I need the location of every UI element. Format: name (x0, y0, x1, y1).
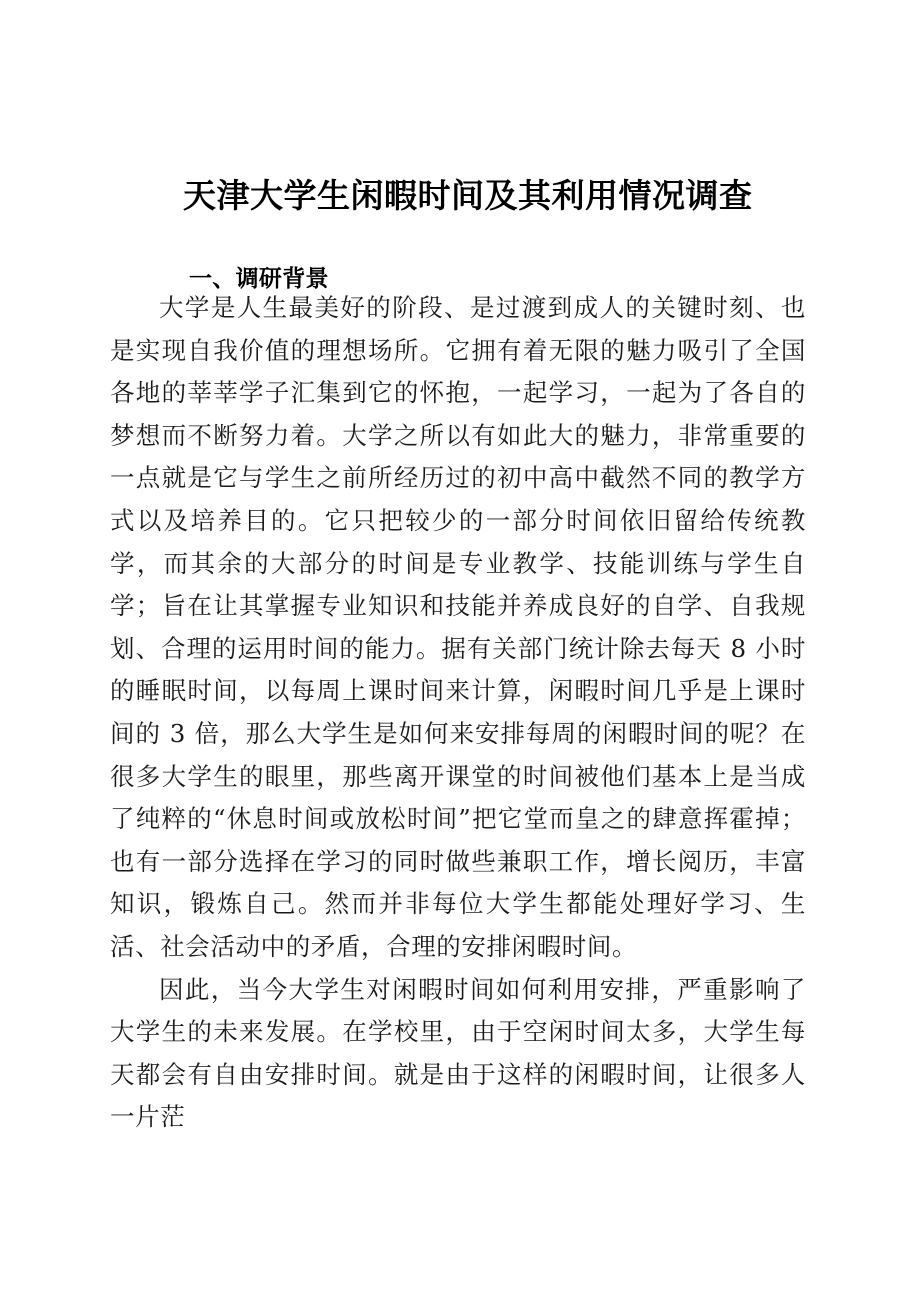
body-text-block (110, 287, 806, 1139)
paragraph-1: 大学是人生最美好的阶段、是过渡到成人的关键时刻、也是实现自我价值的理想场所。它拥有着无限的魅力吸引了全国各地的莘莘学子汇集到它的怀抱，一起学习，一起为了各自的梦想而不断努力着。大学之所以有如此大的魅力，非常重要的一点就是它与学生之前所经历过的初中高中截然不同的教学方式以及培养目的。它只把较少的一部分时间依旧留给传统教学，而其余的大部分的时间是专业教学、技能训练与学生自学；旨在让其掌握专业知识和技能并养成良好的自学、自我规划、合理的运用时间的能力。据有关部门统计除去每天 8 小时的睡眠时间，以每周上课时间来计算，闲暇时间几乎是上课时间的 3 倍，那么大学生是如何来安排每周的闲暇时间的呢？在很多大学生的眼里，那些离开课堂的时间被他们基本上是当成了纯粹的“休息时间或放松时间”把它堂而皇之的肆意挥霍掉；也有一部分选择在学习的同时做些兼职工作，增长阅历，丰富知识，锻炼自己。然而并非每位大学生都能处理好学习、生活、社会活动中的矛盾，合理的安排闲暇时间。 (110, 293, 806, 961)
page-title: 天津大学生闲暇时间及其利用情况调查 (183, 177, 753, 215)
paragraph-2: 因此，当今大学生对闲暇时间如何利用安排，严重影响了大学生的未来发展。在学校里，由于空闲时间太多，大学生每天都会有自由安排时间。就是由于这样的闲暇时间，让很多人一片茫 (110, 974, 806, 1132)
section-heading-background: 一、调研背景 (189, 265, 329, 292)
